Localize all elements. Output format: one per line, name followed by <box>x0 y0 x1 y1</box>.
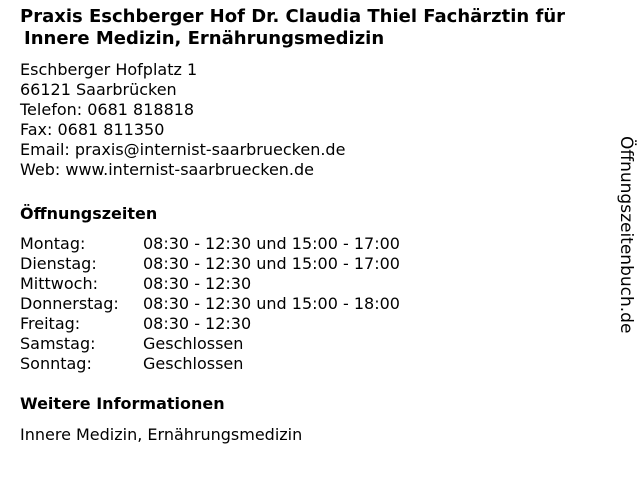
title-line-2: Innere Medizin, Ernährungsmedizin <box>24 28 385 49</box>
day-label: Montag: <box>20 234 86 253</box>
hours-row-friday <box>20 314 400 334</box>
hours-row-thursday <box>20 294 400 314</box>
hours-row-saturday <box>20 334 400 354</box>
time-value: 08:30 - 12:30 <box>143 274 252 293</box>
time-value: 08:30 - 12:30 und 15:00 - 18:00 <box>143 294 400 313</box>
further-info-heading: Weitere Informationen <box>20 394 225 413</box>
hours-row-tuesday <box>20 254 400 274</box>
hours-row-monday <box>20 234 400 254</box>
site-watermark: Öffnungszeitenbuch.de <box>616 136 636 334</box>
time-value: 08:30 - 12:30 und 15:00 - 17:00 <box>143 234 400 253</box>
day-label: Dienstag: <box>20 254 97 273</box>
day-label: Freitag: <box>20 314 81 333</box>
day-label: Mittwoch: <box>20 274 98 293</box>
further-info-text: Innere Medizin, Ernährungsmedizin <box>20 425 303 444</box>
address-street: Eschberger Hofplatz 1 <box>20 60 198 79</box>
time-value: 08:30 - 12:30 <box>143 314 252 333</box>
time-value: Geschlossen <box>143 334 244 353</box>
time-value: 08:30 - 12:30 und 15:00 - 17:00 <box>143 254 400 273</box>
website-address: Web: www.internist-saarbruecken.de <box>20 160 315 179</box>
page-content <box>20 6 620 444</box>
time-value: Geschlossen <box>143 354 244 373</box>
hours-row-wednesday <box>20 274 400 294</box>
opening-hours-table <box>20 234 400 374</box>
opening-hours-heading: Öffnungszeiten <box>20 204 158 223</box>
contact-block <box>20 60 620 180</box>
day-label: Samstag: <box>20 334 96 353</box>
address-city: 66121 Saarbrücken <box>20 80 177 99</box>
page-title <box>20 6 620 50</box>
fax-number: Fax: 0681 811350 <box>20 120 165 139</box>
hours-row-sunday <box>20 354 400 374</box>
title-line-1: Praxis Eschberger Hof Dr. Claudia Thiel Fachärztin für <box>20 6 566 27</box>
email-address: Email: praxis@internist-saarbruecken.de <box>20 140 346 159</box>
day-label: Sonntag: <box>20 354 92 373</box>
phone-number: Telefon: 0681 818818 <box>20 100 195 119</box>
day-label: Donnerstag: <box>20 294 119 313</box>
